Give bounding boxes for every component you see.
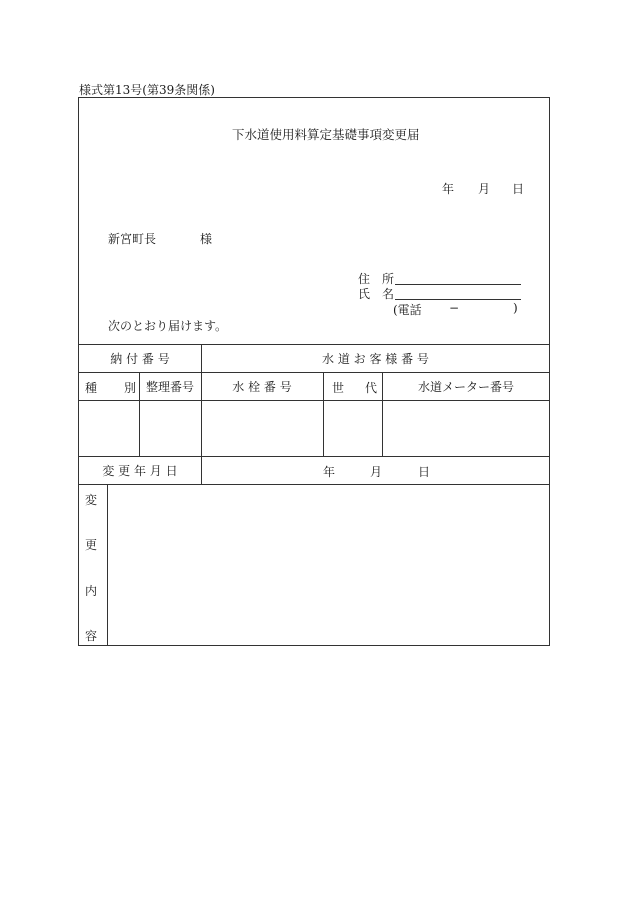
header-customer-number: 水 道 お 客 様 番 号 <box>322 351 429 366</box>
seiri-bango-cell[interactable] <box>139 400 201 456</box>
name-line[interactable] <box>395 299 521 300</box>
header-setai-b: 代 <box>365 381 378 395</box>
change-date-label: 変 更 年 月 日 <box>102 463 178 478</box>
header-meter-number: 水道メーター番号 <box>417 379 514 394</box>
phone-close: ) <box>513 301 518 315</box>
header-seiri-bango: 整理番号 <box>145 379 194 394</box>
change-date-month: 月 <box>370 465 383 479</box>
content-label-char: 内 <box>85 584 98 598</box>
notice-text: 次のとおり届けます。 <box>108 319 228 333</box>
suisen-bango-cell[interactable] <box>201 400 323 456</box>
address-line[interactable] <box>395 284 521 285</box>
content-label-char: 容 <box>85 629 98 643</box>
phone-dash: − <box>449 301 460 315</box>
meter-number-cell[interactable] <box>382 400 550 456</box>
content-label-char: 更 <box>85 538 98 552</box>
date-year: 年 <box>442 182 455 196</box>
content-area[interactable] <box>108 485 549 645</box>
header-suisen-bango: 水 栓 番 号 <box>232 379 292 394</box>
name-label: 氏 名 <box>358 287 395 301</box>
date-month: 月 <box>478 182 491 196</box>
header-type-b: 別 <box>124 381 137 395</box>
content-label-char: 変 <box>85 493 98 507</box>
setai-cell[interactable] <box>323 400 382 456</box>
header-setai-a: 世 <box>332 381 345 395</box>
type-cell[interactable] <box>79 400 139 456</box>
change-date-year: 年 <box>323 465 336 479</box>
addressee-honorific: 様 <box>200 232 213 246</box>
header-type-a: 種 <box>85 381 98 395</box>
addressee-name: 新宮町長 <box>108 232 157 246</box>
form-title: 下水道使用料算定基礎事項変更届 <box>232 127 420 142</box>
form-number: 様式第13号(第39条関係) <box>79 83 215 97</box>
phone-open: (電話 <box>393 303 422 317</box>
date-day: 日 <box>512 182 525 196</box>
header-nofu-bango: 納 付 番 号 <box>110 351 170 366</box>
address-label: 住 所 <box>358 272 395 286</box>
change-date-day: 日 <box>418 465 431 479</box>
